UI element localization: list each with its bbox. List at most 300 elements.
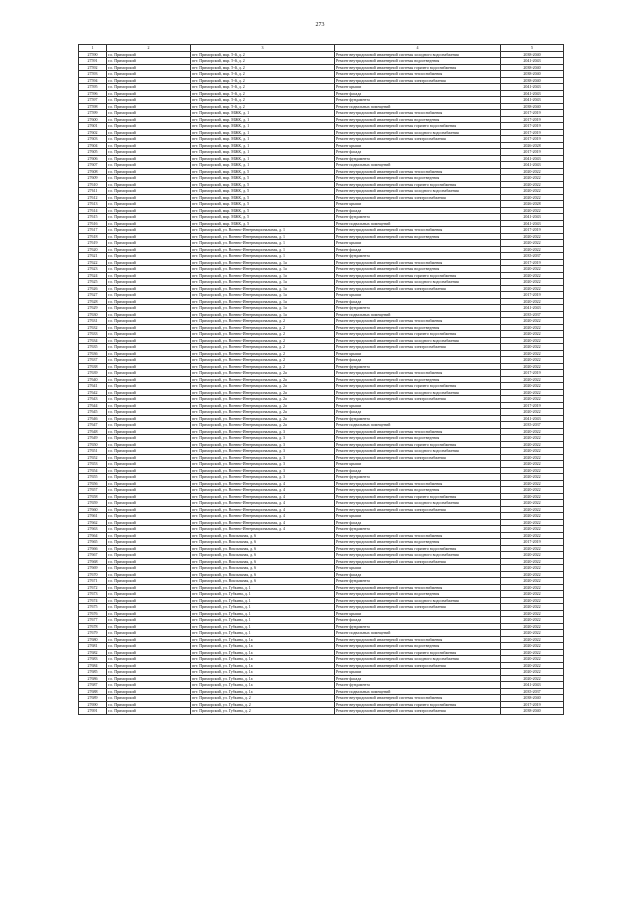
work-type-cell: Ремонт внутридомовой инженерной системы водоотведения [335,487,501,494]
address-cell: пгт. Приморский, ул. Военно-Интернациональная, д. 2 [191,363,335,370]
row-number: 27625 [79,279,107,286]
municipality-cell: г.о. Приморский [107,571,191,578]
period-cell: 2020-2022 [501,558,564,565]
municipality-cell: г.о. Приморский [107,578,191,585]
municipality-cell: г.о. Приморский [107,97,191,104]
row-number: 27631 [79,318,107,325]
municipality-cell: г.о. Приморский [107,402,191,409]
row-number: 27656 [79,480,107,487]
work-type-cell: Ремонт внутридомовой инженерной системы холодного водоснабжения [335,656,501,663]
period-cell: 2017-2019 [501,149,564,156]
work-type-cell: Ремонт внутридомовой инженерной системы электроснабжения [335,136,501,143]
address-cell: пгт. Приморский, ул. Военно-Интернациональная, д. 2а [191,396,335,403]
row-number: 27641 [79,383,107,390]
period-cell: 2020-2022 [501,188,564,195]
row-number: 27632 [79,324,107,331]
page-number: 273 [315,22,325,28]
address-cell: пгт. Приморский, мкр. МЖК, д. 1 [191,110,335,117]
address-cell: пгт. Приморский, ул. Вокзальная, д. 6 [191,532,335,539]
municipality-cell: г.о. Приморский [107,110,191,117]
municipality-cell: г.о. Приморский [107,51,191,58]
municipality-cell: г.о. Приморский [107,116,191,123]
work-type-cell: Ремонт фасада [335,467,501,474]
period-cell: 2017-2019 [501,259,564,266]
work-type-cell: Ремонт подвальных помещений [335,220,501,227]
work-type-cell: Ремонт фасада [335,519,501,526]
municipality-cell: г.о. Приморский [107,324,191,331]
period-cell: 2020-2022 [501,526,564,533]
row-number: 27657 [79,487,107,494]
work-type-cell: Ремонт внутридомовой инженерной системы теплоснабжения [335,584,501,591]
row-number: 27644 [79,402,107,409]
municipality-cell: г.о. Приморский [107,389,191,396]
row-number: 27659 [79,500,107,507]
row-number: 27674 [79,597,107,604]
municipality-cell: г.о. Приморский [107,376,191,383]
header-cell: 4 [335,45,501,52]
period-cell: 2017-2019 [501,123,564,130]
address-cell: пгт. Приморский, ул. Военно-Интернациональная, д. 1 [191,233,335,240]
work-type-cell: Ремонт внутридомовой инженерной системы электроснабжения [335,604,501,611]
work-type-cell: Ремонт внутридомовой инженерной системы теплоснабжения [335,168,501,175]
municipality-cell: г.о. Приморский [107,285,191,292]
row-number: 27637 [79,357,107,364]
period-cell: 2020-2022 [501,623,564,630]
row-number: 27636 [79,350,107,357]
municipality-cell: г.о. Приморский [107,233,191,240]
work-type-cell: Ремонт внутридомовой инженерной системы горячего водоснабжения [335,493,501,500]
row-number: 27638 [79,363,107,370]
municipality-cell: г.о. Приморский [107,552,191,559]
address-cell: пгт. Приморский, ул. Военно-Интернациональная, д. 1а [191,266,335,273]
row-number: 27687 [79,682,107,689]
period-cell: 2020-2022 [501,604,564,611]
work-type-cell: Ремонт внутридомовой инженерной системы водоотведения [335,233,501,240]
period-cell: 2020-2022 [501,324,564,331]
work-type-cell: Ремонт внутридомовой инженерной системы холодного водоснабжения [335,188,501,195]
period-cell: 2020-2022 [501,493,564,500]
work-type-cell: Ремонт фасада [335,298,501,305]
municipality-cell: г.о. Приморский [107,246,191,253]
work-type-cell: Ремонт фасада [335,409,501,416]
row-number: 27590 [79,51,107,58]
work-type-cell: Ремонт внутридомовой инженерной системы горячего водоснабжения [335,441,501,448]
address-cell: пгт. Приморский, ул. Губкина, д. 1а [191,669,335,676]
address-cell: пгт. Приморский, ул. Военно-Интернациональная, д. 1а [191,272,335,279]
address-cell: пгт. Приморский, ул. Военно-Интернациональная, д. 1а [191,305,335,312]
row-number: 27604 [79,142,107,149]
work-type-cell: Ремонт внутридомовой инженерной системы горячего водоснабжения [335,545,501,552]
address-cell: пгт. Приморский, ул. Губкина, д. 2 [191,695,335,702]
period-cell: 2041-2043 [501,220,564,227]
period-cell: 2020-2022 [501,337,564,344]
address-cell: пгт. Приморский, ул. Губкина, д. 1 [191,604,335,611]
row-number: 27654 [79,467,107,474]
work-type-cell: Ремонт крыши [335,565,501,572]
row-number: 27592 [79,64,107,71]
period-cell: 2041-2043 [501,155,564,162]
address-cell: пгт. Приморский, мкр. МЖК, д. 1 [191,149,335,156]
municipality-cell: г.о. Приморский [107,682,191,689]
row-number: 27651 [79,448,107,455]
municipality-cell: г.о. Приморский [107,506,191,513]
period-cell: 2041-2043 [501,682,564,689]
row-number: 27646 [79,415,107,422]
row-number: 27640 [79,376,107,383]
municipality-cell: г.о. Приморский [107,175,191,182]
municipality-cell: г.о. Приморский [107,259,191,266]
period-cell: 2038-2040 [501,695,564,702]
work-type-cell: Ремонт подвальных помещений [335,162,501,169]
municipality-cell: г.о. Приморский [107,201,191,208]
address-cell: пгт. Приморский, ул. Губкина, д. 1а [191,656,335,663]
address-cell: пгт. Приморский, ул. Военно-Интернациональная, д. 4 [191,526,335,533]
work-type-cell: Ремонт фасада [335,571,501,578]
period-cell: 2017-2019 [501,292,564,299]
address-cell: пгт. Приморский, ул. Военно-Интернациональная, д. 3 [191,454,335,461]
capital-repair-table [78,44,564,715]
address-cell: пгт. Приморский, мкр. МЖК, д. 5 [191,214,335,221]
row-number: 27679 [79,630,107,637]
work-type-cell: Ремонт внутридомовой инженерной системы теплоснабжения [335,636,501,643]
work-type-cell: Ремонт внутридомовой инженерной системы теплоснабжения [335,480,501,487]
address-cell: пгт. Приморский, мкр. МЖК, д. 1 [191,162,335,169]
municipality-cell: г.о. Приморский [107,214,191,221]
municipality-cell: г.о. Приморский [107,168,191,175]
municipality-cell: г.о. Приморский [107,474,191,481]
municipality-cell: г.о. Приморский [107,64,191,71]
work-type-cell: Ремонт подвальных помещений [335,103,501,110]
municipality-cell: г.о. Приморский [107,662,191,669]
row-number: 27628 [79,298,107,305]
period-cell: 2038-2040 [501,708,564,715]
municipality-cell: г.о. Приморский [107,610,191,617]
address-cell: пгт. Приморский, ул. Губкина, д. 2 [191,701,335,708]
address-cell: пгт. Приморский, ул. Губкина, д. 1а [191,643,335,650]
period-cell: 2020-2022 [501,233,564,240]
row-number: 27681 [79,643,107,650]
address-cell: пгт. Приморский, ул. Вокзальная, д. 6 [191,571,335,578]
row-number: 27622 [79,259,107,266]
address-cell: пгт. Приморский, ул. Военно-Интернациональная, д. 1 [191,227,335,234]
row-number: 27691 [79,708,107,715]
row-number: 27649 [79,435,107,442]
work-type-cell: Ремонт внутридомовой инженерной системы горячего водоснабжения [335,383,501,390]
address-cell: пгт. Приморский, ул. Военно-Интернациональная, д. 3 [191,428,335,435]
address-cell: пгт. Приморский, ул. Губкина, д. 1а [191,682,335,689]
municipality-cell: г.о. Приморский [107,708,191,715]
row-number: 27593 [79,71,107,78]
period-cell: 2020-2022 [501,532,564,539]
address-cell: пгт. Приморский, мкр. МЖК, д. 1 [191,142,335,149]
address-cell: пгт. Приморский, мкр. МЖК, д. 1 [191,129,335,136]
address-cell: пгт. Приморский, ул. Губкина, д. 1а [191,688,335,695]
work-type-cell: Ремонт внутридомовой инженерной системы электроснабжения [335,558,501,565]
period-cell: 2020-2022 [501,545,564,552]
address-cell: пгт. Приморский, ул. Военно-Интернациональная, д. 3 [191,461,335,468]
address-cell: пгт. Приморский, ул. Военно-Интернациональная, д. 2а [191,376,335,383]
municipality-cell: г.о. Приморский [107,181,191,188]
row-number: 27597 [79,97,107,104]
row-number: 27645 [79,409,107,416]
period-cell: 2020-2022 [501,552,564,559]
municipality-cell: г.о. Приморский [107,617,191,624]
address-cell: пгт. Приморский, ул. Военно-Интернациональная, д. 2а [191,415,335,422]
address-cell: пгт. Приморский, ул. Губкина, д. 1 [191,584,335,591]
municipality-cell: г.о. Приморский [107,584,191,591]
address-cell: пгт. Приморский, ул. Военно-Интернациональная, д. 1а [191,285,335,292]
row-number: 27596 [79,90,107,97]
work-type-cell: Ремонт внутридомовой инженерной системы горячего водоснабжения [335,701,501,708]
address-cell: пгт. Приморский, мкр. МЖК, д. 5 [191,188,335,195]
municipality-cell: г.о. Приморский [107,591,191,598]
address-cell: пгт. Приморский, ул. Губкина, д. 1 [191,597,335,604]
municipality-cell: г.о. Приморский [107,604,191,611]
municipality-cell: г.о. Приморский [107,493,191,500]
work-type-cell: Ремонт фундамента [335,415,501,422]
address-cell: пгт. Приморский, ул. Военно-Интернациональная, д. 1а [191,311,335,318]
municipality-cell: г.о. Приморский [107,565,191,572]
municipality-cell: г.о. Приморский [107,227,191,234]
address-cell: пгт. Приморский, ул. Военно-Интернациональная, д. 4 [191,513,335,520]
municipality-cell: г.о. Приморский [107,207,191,214]
address-cell: пгт. Приморский, мкр. 5-й, д. 2 [191,90,335,97]
period-cell: 2020-2022 [501,487,564,494]
table-row [79,708,564,715]
row-number: 27689 [79,695,107,702]
address-cell: пгт. Приморский, ул. Военно-Интернациональная, д. 3 [191,435,335,442]
period-cell: 2017-2019 [501,116,564,123]
address-cell: пгт. Приморский, ул. Вокзальная, д. 6 [191,578,335,585]
work-type-cell: Ремонт крыши [335,669,501,676]
address-cell: пгт. Приморский, ул. Военно-Интернациональная, д. 2 [191,344,335,351]
row-number: 27607 [79,162,107,169]
address-cell: пгт. Приморский, ул. Военно-Интернациональная, д. 2а [191,422,335,429]
period-cell: 2038-2040 [501,77,564,84]
address-cell: пгт. Приморский, ул. Военно-Интернациональная, д. 2 [191,324,335,331]
work-type-cell: Ремонт крыши [335,240,501,247]
address-cell: пгт. Приморский, ул. Губкина, д. 1а [191,636,335,643]
period-cell: 2041-2043 [501,97,564,104]
period-cell: 2020-2022 [501,630,564,637]
work-type-cell: Ремонт внутридомовой инженерной системы водоотведения [335,539,501,546]
work-type-cell: Ремонт крыши [335,461,501,468]
municipality-cell: г.о. Приморский [107,597,191,604]
row-number: 27600 [79,116,107,123]
period-cell: 2020-2022 [501,636,564,643]
work-type-cell: Ремонт внутридомовой инженерной системы электроснабжения [335,708,501,715]
work-type-cell: Ремонт фундамента [335,623,501,630]
period-cell: 2035-2037 [501,688,564,695]
address-cell: пгт. Приморский, ул. Губкина, д. 1а [191,675,335,682]
municipality-cell: г.о. Приморский [107,253,191,260]
municipality-cell: г.о. Приморский [107,532,191,539]
municipality-cell: г.о. Приморский [107,136,191,143]
period-cell: 2017-2019 [501,136,564,143]
municipality-cell: г.о. Приморский [107,630,191,637]
work-type-cell: Ремонт внутридомовой инженерной системы теплоснабжения [335,110,501,117]
address-cell: пгт. Приморский, ул. Военно-Интернациональная, д. 1а [191,292,335,299]
row-number: 27618 [79,233,107,240]
period-cell: 2020-2022 [501,168,564,175]
row-number: 27615 [79,214,107,221]
address-cell: пгт. Приморский, ул. Военно-Интернациональная, д. 1а [191,298,335,305]
row-number: 27668 [79,558,107,565]
address-cell: пгт. Приморский, ул. Военно-Интернациональная, д. 4 [191,500,335,507]
address-cell: пгт. Приморский, ул. Военно-Интернациональная, д. 2а [191,370,335,377]
address-cell: пгт. Приморский, ул. Военно-Интернациональная, д. 2 [191,357,335,364]
work-type-cell: Ремонт фасада [335,675,501,682]
work-type-cell: Ремонт внутридомовой инженерной системы теплоснабжения [335,532,501,539]
work-type-cell: Ремонт подвальных помещений [335,688,501,695]
row-number: 27608 [79,168,107,175]
address-cell: пгт. Приморский, ул. Военно-Интернациональная, д. 2а [191,402,335,409]
row-number: 27653 [79,461,107,468]
work-type-cell: Ремонт подвальных помещений [335,630,501,637]
period-cell: 2020-2022 [501,474,564,481]
row-number: 27623 [79,266,107,273]
municipality-cell: г.о. Приморский [107,383,191,390]
period-cell: 2017-2019 [501,539,564,546]
work-type-cell: Ремонт внутридомовой инженерной системы водоотведения [335,266,501,273]
period-cell: 2035-2037 [501,422,564,429]
work-type-cell: Ремонт внутридомовой инженерной системы холодного водоснабжения [335,51,501,58]
address-cell: пгт. Приморский, ул. Губкина, д. 1 [191,591,335,598]
address-cell: пгт. Приморский, ул. Вокзальная, д. 6 [191,558,335,565]
work-type-cell: Ремонт внутридомовой инженерной системы водоотведения [335,643,501,650]
row-number: 27595 [79,84,107,91]
row-number: 27650 [79,441,107,448]
address-cell: пгт. Приморский, ул. Губкина, д. 1 [191,610,335,617]
row-number: 27626 [79,285,107,292]
work-type-cell: Ремонт внутридомовой инженерной системы холодного водоснабжения [335,279,501,286]
municipality-cell: г.о. Приморский [107,688,191,695]
municipality-cell: г.о. Приморский [107,461,191,468]
period-cell: 2020-2022 [501,396,564,403]
address-cell: пгт. Приморский, мкр. 5-й, д. 2 [191,97,335,104]
row-number: 27635 [79,344,107,351]
row-number: 27613 [79,201,107,208]
period-cell: 2020-2022 [501,565,564,572]
work-type-cell: Ремонт внутридомовой инженерной системы водоотведения [335,175,501,182]
period-cell: 2017-2019 [501,129,564,136]
row-number: 27669 [79,565,107,572]
work-type-cell: Ремонт фундамента [335,363,501,370]
address-cell: пгт. Приморский, ул. Военно-Интернациональная, д. 3 [191,467,335,474]
period-cell: 2020-2022 [501,279,564,286]
address-cell: пгт. Приморский, мкр. МЖК, д. 1 [191,155,335,162]
municipality-cell: г.о. Приморский [107,454,191,461]
period-cell: 2038-2040 [501,103,564,110]
municipality-cell: г.о. Приморский [107,331,191,338]
row-number: 27601 [79,123,107,130]
work-type-cell: Ремонт внутридомовой инженерной системы электроснабжения [335,454,501,461]
period-cell: 2020-2022 [501,389,564,396]
table-body [79,51,564,714]
header-cell: 5 [501,45,564,52]
address-cell: пгт. Приморский, мкр. МЖК, д. 5 [191,168,335,175]
row-number: 27683 [79,656,107,663]
row-number: 27633 [79,331,107,338]
work-type-cell: Ремонт фасада [335,617,501,624]
municipality-cell: г.о. Приморский [107,142,191,149]
row-number: 27624 [79,272,107,279]
work-type-cell: Ремонт внутридомовой инженерной системы теплоснабжения [335,318,501,325]
row-number: 27672 [79,584,107,591]
municipality-cell: г.о. Приморский [107,441,191,448]
municipality-cell: г.о. Приморский [107,129,191,136]
address-cell: пгт. Приморский, ул. Военно-Интернациональная, д. 4 [191,487,335,494]
municipality-cell: г.о. Приморский [107,162,191,169]
row-number: 27605 [79,149,107,156]
address-cell: пгт. Приморский, ул. Военно-Интернациональная, д. 2 [191,337,335,344]
row-number: 27662 [79,519,107,526]
address-cell: пгт. Приморский, ул. Губкина, д. 1а [191,662,335,669]
row-number: 27652 [79,454,107,461]
period-cell: 2020-2022 [501,578,564,585]
row-number: 27688 [79,688,107,695]
municipality-cell: г.о. Приморский [107,123,191,130]
municipality-cell: г.о. Приморский [107,194,191,201]
municipality-cell: г.о. Приморский [107,58,191,65]
address-cell: пгт. Приморский, ул. Военно-Интернациональная, д. 4 [191,519,335,526]
municipality-cell: г.о. Приморский [107,311,191,318]
header-cell: 2 [107,45,191,52]
address-cell: пгт. Приморский, ул. Военно-Интернациональная, д. 1 [191,246,335,253]
row-number: 27678 [79,623,107,630]
period-cell: 2020-2022 [501,246,564,253]
period-cell: 2041-2043 [501,90,564,97]
period-cell: 2020-2022 [501,467,564,474]
address-cell: пгт. Приморский, мкр. МЖК, д. 5 [191,207,335,214]
address-cell: пгт. Приморский, ул. Губкина, д. 1 [191,623,335,630]
period-cell: 2020-2022 [501,617,564,624]
address-cell: пгт. Приморский, ул. Губкина, д. 1 [191,617,335,624]
address-cell: пгт. Приморский, мкр. 5-й, д. 2 [191,51,335,58]
municipality-cell: г.о. Приморский [107,149,191,156]
row-number: 27609 [79,175,107,182]
period-cell: 2020-2022 [501,272,564,279]
work-type-cell: Ремонт внутридомовой инженерной системы теплоснабжения [335,695,501,702]
address-cell: пгт. Приморский, мкр. МЖК, д. 1 [191,116,335,123]
address-cell: пгт. Приморский, мкр. МЖК, д. 1 [191,123,335,130]
municipality-cell: г.о. Приморский [107,363,191,370]
work-type-cell: Ремонт фасада [335,246,501,253]
work-type-cell: Ремонт фундамента [335,253,501,260]
municipality-cell: г.о. Приморский [107,467,191,474]
municipality-cell: г.о. Приморский [107,370,191,377]
work-type-cell: Ремонт фасада [335,207,501,214]
municipality-cell: г.о. Приморский [107,357,191,364]
row-number: 27680 [79,636,107,643]
period-cell: 2020-2022 [501,643,564,650]
municipality-cell: г.о. Приморский [107,240,191,247]
work-type-cell: Ремонт внутридомовой инженерной системы горячего водоснабжения [335,123,501,130]
period-cell: 2035-2037 [501,311,564,318]
address-cell: пгт. Приморский, ул. Вокзальная, д. 6 [191,552,335,559]
row-number: 27617 [79,227,107,234]
municipality-cell: г.о. Приморский [107,643,191,650]
period-cell: 2041-2043 [501,58,564,65]
period-cell: 2020-2022 [501,597,564,604]
municipality-cell: г.о. Приморский [107,71,191,78]
period-cell: 2041-2043 [501,214,564,221]
row-number: 27686 [79,675,107,682]
municipality-cell: г.о. Приморский [107,422,191,429]
row-number: 27639 [79,370,107,377]
municipality-cell: г.о. Приморский [107,350,191,357]
work-type-cell: Ремонт крыши [335,402,501,409]
